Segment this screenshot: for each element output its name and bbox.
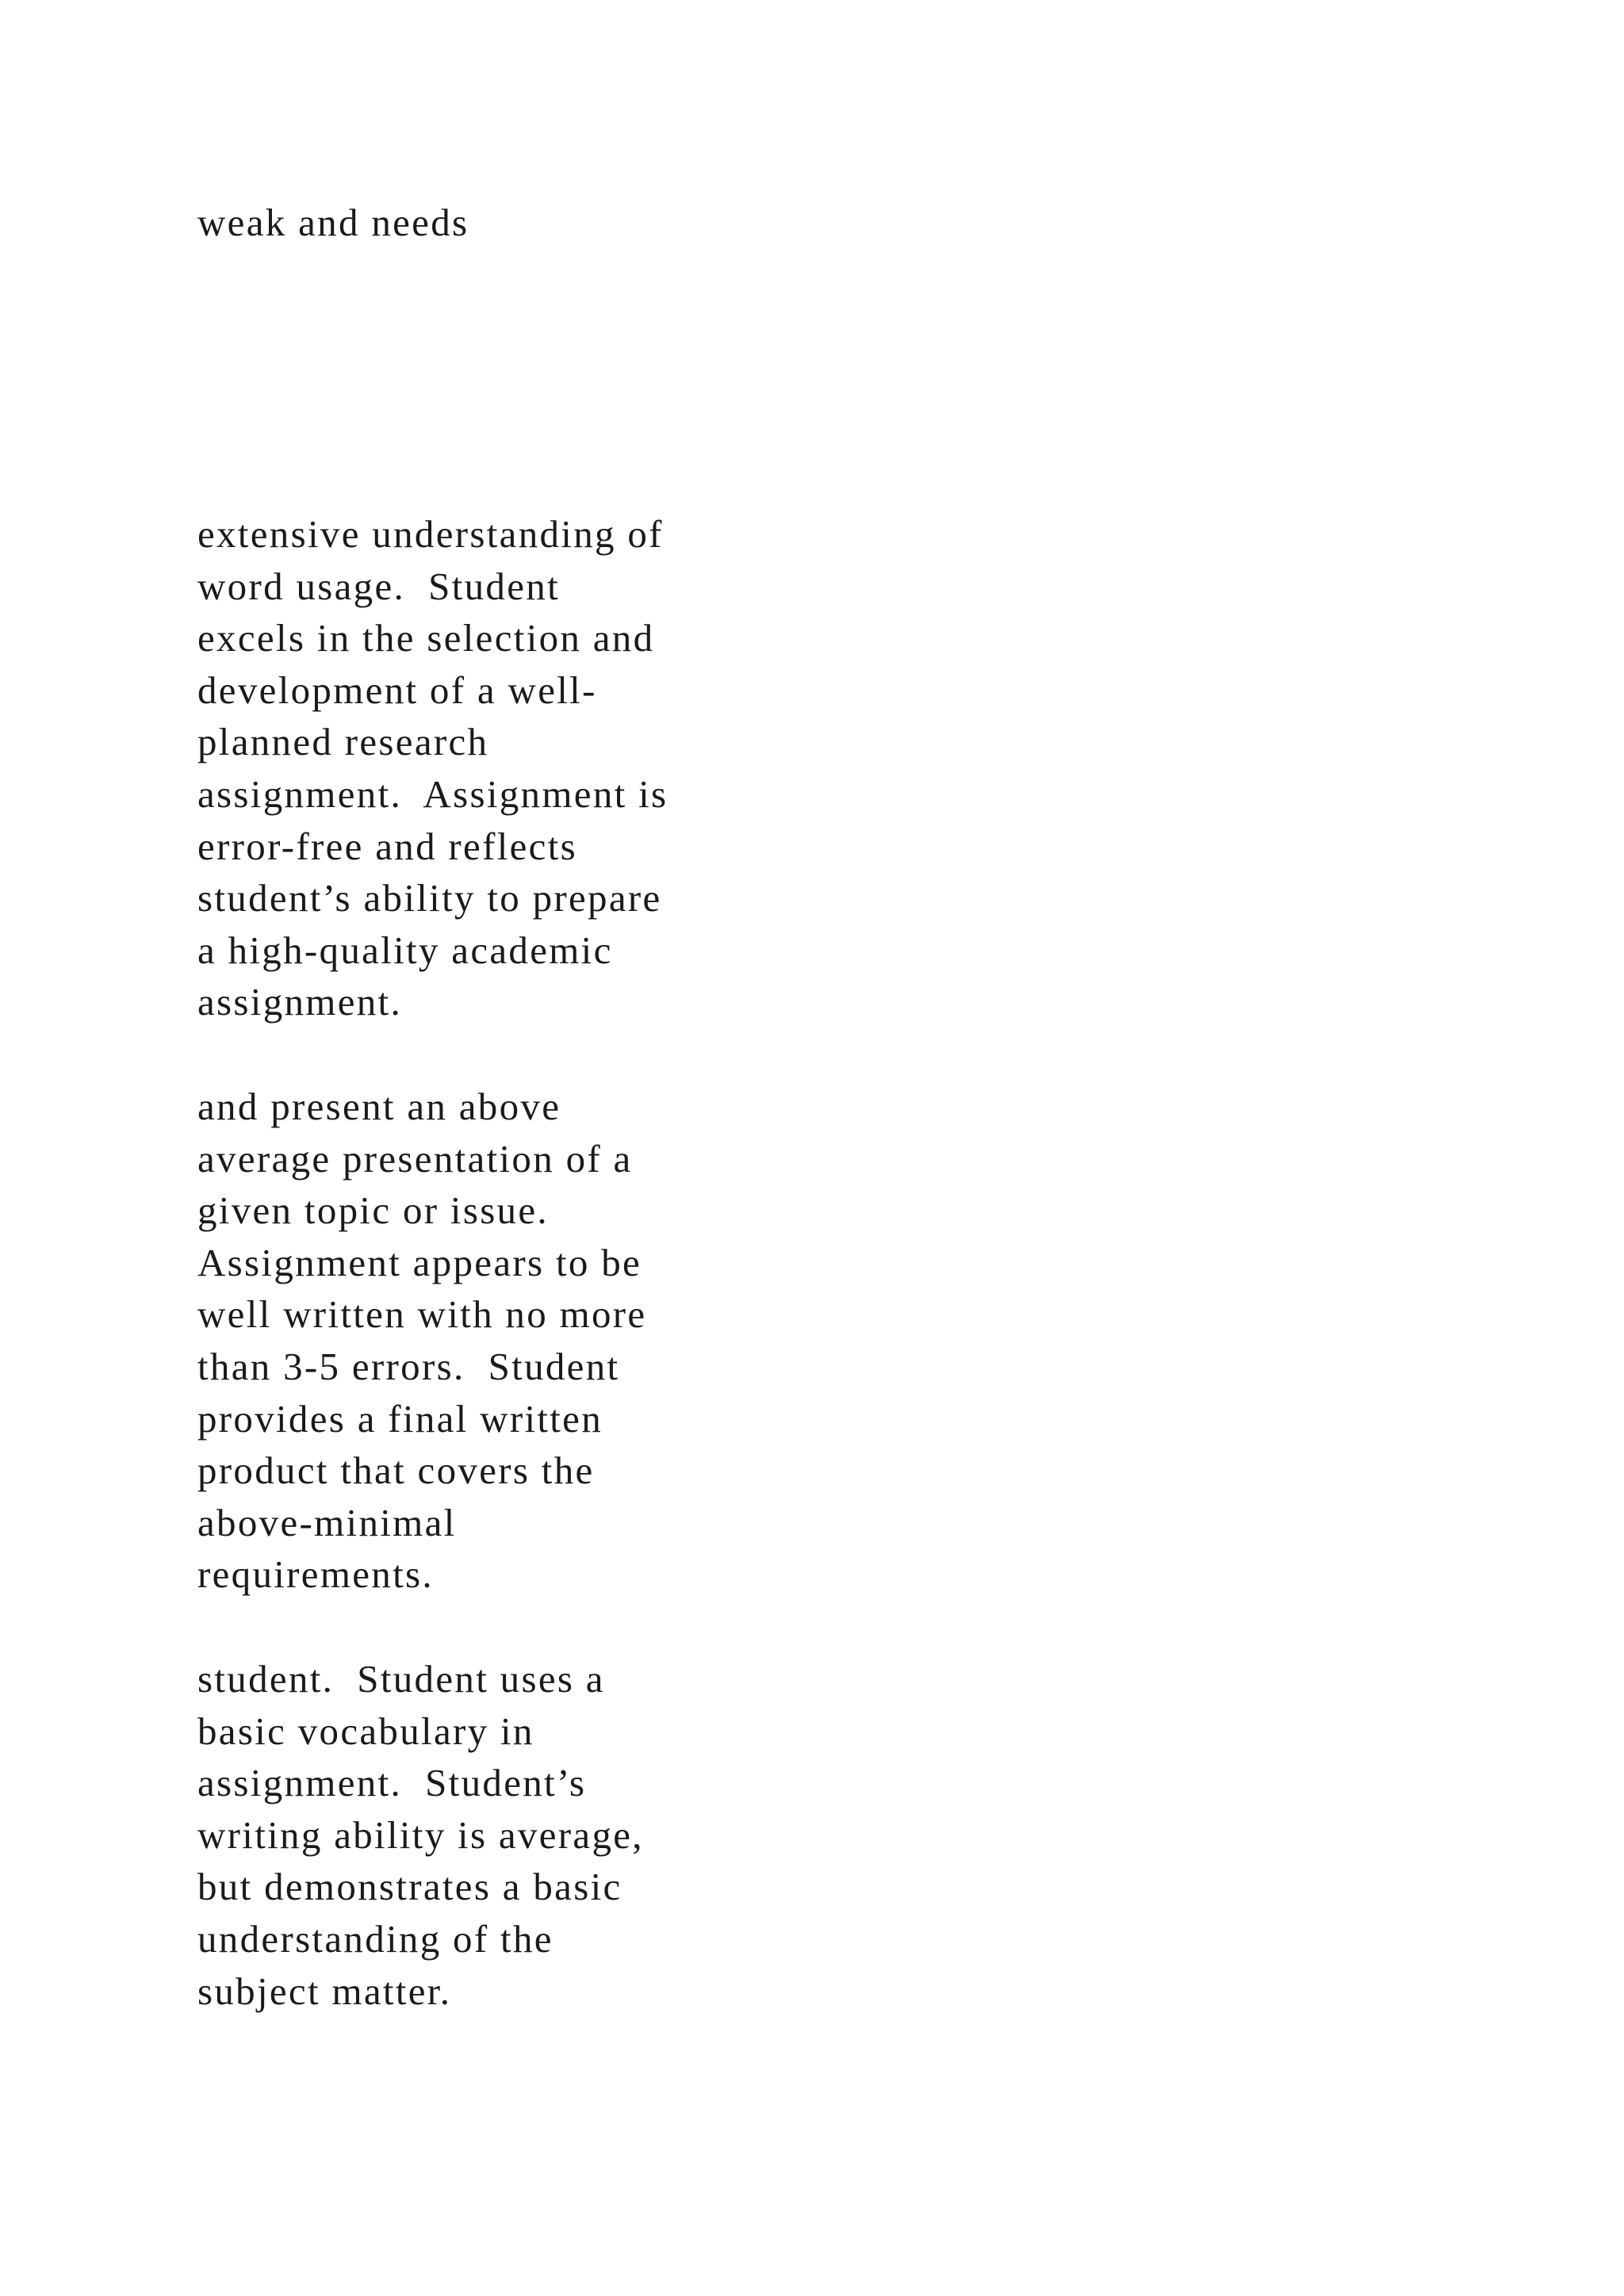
text-line: Assignment appears to be (197, 1240, 642, 1284)
text-line: than 3-5 errors. Student (197, 1344, 620, 1388)
text-line: assignment. Student’s (197, 1761, 587, 1805)
text-line: product that covers the (197, 1448, 595, 1493)
text-block-above-average (197, 1081, 1070, 1601)
text-block-weak-and-needs (197, 197, 1070, 249)
text-line: development of a well- (197, 668, 597, 712)
text-block-basic-vocabulary (197, 1653, 1070, 2017)
text-line: extensive understanding of (197, 512, 664, 556)
text-line: weak and needs (197, 201, 469, 244)
text-line: and present an above (197, 1085, 561, 1128)
text-line: word usage. Student (197, 564, 560, 608)
text-line: understanding of the (197, 1916, 553, 1961)
text-line: student. Student uses a (197, 1657, 605, 1701)
text-line: error-free and reflects (197, 824, 577, 868)
text-line: requirements. (197, 1552, 434, 1597)
text-block-extensive-understanding (197, 508, 1070, 1028)
text-line: given topic or issue. (197, 1188, 549, 1233)
text-line: assignment. (197, 980, 403, 1024)
text-line: basic vocabulary in (197, 1709, 534, 1753)
text-line: average presentation of a (197, 1136, 633, 1181)
text-line: student’s ability to prepare (197, 876, 662, 920)
text-line: but demonstrates a basic (197, 1865, 622, 1909)
text-line: above-minimal (197, 1500, 457, 1544)
text-line: assignment. Assignment is (197, 771, 668, 816)
text-line: planned research (197, 720, 489, 764)
text-line: provides a final written (197, 1396, 603, 1441)
text-line: a high-quality academic (197, 928, 613, 972)
text-line: excels in the selection and (197, 616, 655, 660)
text-line: subject matter. (197, 1969, 452, 2013)
text-line: well written with no more (197, 1292, 647, 1337)
text-line: writing ability is average, (197, 1812, 644, 1857)
